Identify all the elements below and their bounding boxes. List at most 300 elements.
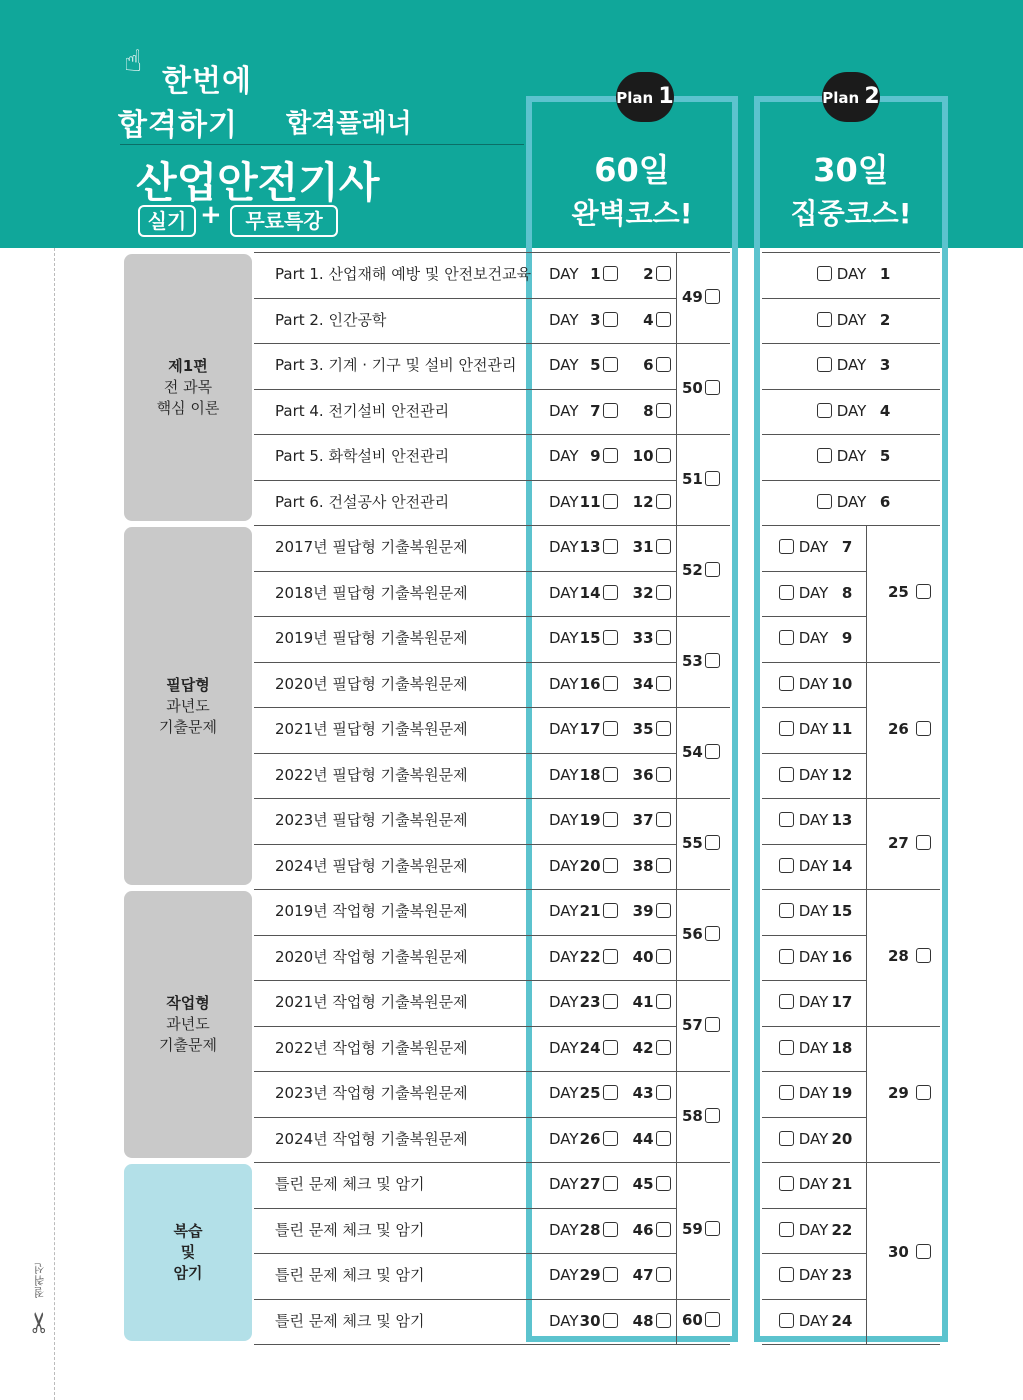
group-divider (676, 343, 730, 344)
day-label: DAY (549, 720, 579, 738)
plan1-review-day (682, 561, 720, 579)
day-number: 25 (579, 1084, 601, 1102)
day-label: DAY (794, 1311, 829, 1330)
day-number: 14 (831, 856, 853, 875)
checkbox[interactable] (656, 448, 671, 463)
checkbox[interactable] (603, 1267, 618, 1282)
checkbox[interactable] (779, 585, 794, 600)
group-divider (866, 1026, 940, 1027)
day-number: 4 (879, 401, 891, 420)
checkbox[interactable] (656, 1267, 671, 1282)
review-day-number: 26 (888, 719, 915, 738)
checkbox[interactable] (705, 926, 720, 941)
checkbox[interactable] (656, 539, 671, 554)
group-divider (676, 1162, 730, 1163)
checkbox[interactable] (603, 767, 618, 782)
day-number: 7 (590, 401, 601, 420)
plan1-day-cell (549, 298, 671, 343)
topic-label: 2018년 필답형 기출복원문제 (275, 583, 468, 602)
plan2-day-cell (777, 889, 852, 934)
checkbox[interactable] (656, 812, 671, 827)
checkbox[interactable] (705, 380, 720, 395)
day-number: 5 (590, 356, 601, 374)
day-number: 5 (879, 447, 891, 465)
checkbox[interactable] (603, 630, 618, 645)
day-number: 35 (632, 720, 654, 738)
day-number: 23 (831, 1266, 853, 1284)
checkbox[interactable] (656, 1176, 671, 1191)
checkbox[interactable] (656, 494, 671, 509)
checkbox[interactable] (656, 1131, 671, 1146)
group-divider (676, 1299, 730, 1300)
day-label: DAY (832, 492, 867, 511)
checkbox[interactable] (603, 494, 618, 509)
checkbox[interactable] (779, 539, 794, 554)
checkbox[interactable] (779, 812, 794, 827)
checkbox[interactable] (656, 266, 671, 281)
day-label: DAY (832, 447, 867, 465)
plan1-day-cell (549, 389, 671, 434)
checkbox[interactable] (603, 357, 618, 372)
day-label: DAY (794, 629, 829, 647)
checkbox[interactable] (916, 1244, 931, 1259)
day-number: 3 (590, 310, 601, 329)
plan1-review-day (682, 743, 720, 761)
plan2-days: 30일 (813, 151, 889, 189)
day-label: DAY (794, 993, 829, 1011)
checkbox[interactable] (656, 858, 671, 873)
plan1-review-day (682, 379, 720, 397)
checkbox[interactable] (603, 1131, 618, 1146)
checkbox[interactable] (603, 1176, 618, 1191)
review-day-number: 58 (682, 1106, 703, 1125)
day-label: DAY (794, 1129, 829, 1148)
day-number: 13 (579, 538, 601, 556)
day-number: 43 (632, 1084, 654, 1102)
day-number: 12 (831, 765, 853, 784)
plan2-review-day (888, 947, 931, 965)
brand-subtitle: 합격플래너 (286, 109, 412, 139)
review-day-number: 50 (682, 378, 703, 397)
plan1-review-day (682, 1220, 720, 1238)
plan1-review-day (682, 1016, 720, 1034)
plan2-day-cell (815, 434, 890, 479)
checkbox[interactable] (916, 584, 931, 599)
checkbox[interactable] (656, 949, 671, 964)
checkbox[interactable] (705, 1017, 720, 1032)
checkbox[interactable] (705, 1108, 720, 1123)
checkbox[interactable] (817, 403, 832, 418)
day-label: DAY (794, 674, 829, 693)
plan2-day-cell (777, 1071, 852, 1116)
plan2-day-cell (815, 480, 890, 525)
plan2-day-cell (777, 707, 852, 752)
day-number: 9 (841, 629, 853, 647)
day-number: 19 (831, 1084, 853, 1102)
checkbox[interactable] (656, 357, 671, 372)
day-number: 34 (632, 674, 654, 693)
page-title: 산업안전기사 (136, 158, 380, 207)
plan2-day-cell (777, 935, 852, 980)
plan2-review-day (888, 834, 931, 852)
checkbox[interactable] (779, 1222, 794, 1237)
day-label: DAY (549, 1266, 579, 1284)
day-number: 24 (831, 1311, 853, 1330)
checkbox[interactable] (779, 1176, 794, 1191)
day-number: 21 (579, 902, 601, 920)
plan2-day-cell (815, 298, 890, 343)
group-divider (866, 798, 940, 799)
day-label: DAY (794, 538, 829, 556)
day-number: 22 (831, 1220, 853, 1239)
group-divider (866, 1344, 940, 1345)
brand-line2: 합격하기 (118, 108, 238, 143)
checkbox[interactable] (603, 448, 618, 463)
checkbox[interactable] (603, 858, 618, 873)
day-number: 33 (632, 629, 654, 647)
day-number: 30 (579, 1311, 601, 1330)
day-number: 2 (643, 265, 654, 283)
plan1-review-day (682, 1311, 720, 1329)
topic-label: 2024년 작업형 기출복원문제 (275, 1129, 468, 1148)
day-label: DAY (549, 538, 579, 556)
topic-label: 2023년 필답형 기출복원문제 (275, 811, 468, 829)
checkbox[interactable] (705, 471, 720, 486)
day-label: DAY (549, 492, 579, 511)
day-number: 8 (841, 583, 853, 602)
topic-label: 틀린 문제 체크 및 암기 (275, 1175, 425, 1193)
checkbox[interactable] (916, 948, 931, 963)
group-divider (866, 889, 940, 890)
day-label: DAY (549, 1129, 579, 1148)
day-number: 18 (831, 1038, 853, 1057)
plan2-day-cell (777, 844, 852, 889)
checkbox[interactable] (656, 903, 671, 918)
checkbox[interactable] (603, 1313, 618, 1328)
topic-label: Part 6. 건설공사 안전관리 (275, 492, 450, 511)
day-number: 47 (632, 1266, 654, 1284)
day-number: 7 (841, 538, 853, 556)
checkbox[interactable] (656, 585, 671, 600)
day-label: DAY (794, 947, 829, 966)
checkbox[interactable] (603, 585, 618, 600)
review-day-number: 29 (888, 1083, 915, 1102)
checkbox[interactable] (656, 312, 671, 327)
day-number: 10 (632, 447, 654, 465)
plan1-day-cell (549, 571, 671, 616)
checkbox[interactable] (656, 994, 671, 1009)
group-divider (866, 662, 940, 663)
day-number: 42 (632, 1038, 654, 1057)
day-number: 40 (632, 947, 654, 966)
checkbox[interactable] (916, 1085, 931, 1100)
plan1-days: 60일 (594, 151, 670, 189)
day-number: 46 (632, 1220, 654, 1239)
plan2-course: 집중코스! (790, 197, 912, 230)
day-number: 11 (831, 720, 853, 738)
topic-label: 2022년 작업형 기출복원문제 (275, 1038, 468, 1057)
checkbox[interactable] (603, 994, 618, 1009)
checkbox[interactable] (817, 448, 832, 463)
day-label: DAY (794, 583, 829, 602)
plan1-day-cell (549, 434, 671, 479)
topic-label: 2017년 필답형 기출복원문제 (275, 538, 468, 556)
checkbox[interactable] (603, 312, 618, 327)
plan1-day-cell (549, 1071, 671, 1116)
plan2-day-cell (777, 798, 852, 843)
checkbox[interactable] (656, 721, 671, 736)
day-label: DAY (549, 1175, 579, 1193)
day-label: DAY (794, 811, 829, 829)
plan2-badge: Plan 2 (822, 72, 880, 122)
plan2-day-cell (777, 525, 852, 570)
tag-practical: 실기 (138, 205, 196, 237)
review-day-number: 53 (682, 651, 703, 670)
checkbox[interactable] (817, 494, 832, 509)
checkbox[interactable] (603, 1040, 618, 1055)
checkbox[interactable] (817, 266, 832, 281)
day-label: DAY (549, 629, 579, 647)
topic-label: 2023년 작업형 기출복원문제 (275, 1084, 468, 1102)
day-label: DAY (794, 902, 829, 920)
plan2-day-cell (777, 1117, 852, 1162)
day-number: 19 (579, 811, 601, 829)
day-label: DAY (794, 1266, 829, 1284)
checkbox[interactable] (779, 994, 794, 1009)
day-label: DAY (549, 1311, 579, 1330)
checkbox[interactable] (603, 403, 618, 418)
day-number: 22 (579, 947, 601, 966)
cut-label: 절취선 (33, 1262, 46, 1298)
review-day-number: 57 (682, 1015, 703, 1034)
topic-label: Part 3. 기계 · 기구 및 설비 안전관리 (275, 356, 517, 374)
plan1-day-cell (549, 525, 671, 570)
day-label: DAY (794, 1175, 829, 1193)
checkbox[interactable] (779, 949, 794, 964)
topic-label: 틀린 문제 체크 및 암기 (275, 1311, 425, 1330)
topic-label: 2024년 필답형 기출복원문제 (275, 856, 468, 875)
checkbox[interactable] (603, 539, 618, 554)
day-number: 3 (879, 356, 891, 374)
plan2-day-cell (777, 1162, 852, 1207)
day-label: DAY (832, 401, 867, 420)
day-number: 10 (831, 674, 853, 693)
checkbox[interactable] (656, 1222, 671, 1237)
day-label: DAY (549, 765, 579, 784)
group-divider (866, 525, 940, 526)
checkbox[interactable] (705, 289, 720, 304)
day-number: 4 (643, 310, 654, 329)
plan2-day-cell (815, 389, 890, 434)
tag-free-lecture: 무료특강 (230, 205, 338, 237)
topic-label: 2021년 작업형 기출복원문제 (275, 993, 468, 1011)
topic-label: 2021년 필답형 기출복원문제 (275, 720, 468, 738)
checkbox[interactable] (779, 676, 794, 691)
checkbox[interactable] (916, 835, 931, 850)
day-number: 18 (579, 765, 601, 784)
day-label: DAY (549, 583, 579, 602)
review-day-number: 28 (888, 947, 915, 966)
checkbox[interactable] (817, 357, 832, 372)
checkbox[interactable] (656, 1085, 671, 1100)
day-label: DAY (549, 811, 579, 829)
day-number: 1 (879, 265, 891, 283)
day-label: DAY (549, 1084, 579, 1102)
checkbox[interactable] (603, 903, 618, 918)
plan1-day-cell (549, 1208, 671, 1253)
day-number: 6 (879, 492, 891, 511)
plan1-day-cell (549, 1026, 671, 1071)
day-number: 16 (831, 947, 853, 966)
checkbox[interactable] (603, 1085, 618, 1100)
plan2-review-day (888, 583, 931, 601)
plan2-day-cell (777, 753, 852, 798)
day-label: DAY (549, 1220, 579, 1239)
checkbox[interactable] (779, 903, 794, 918)
day-number: 31 (632, 538, 654, 556)
plan1-day-cell (549, 980, 671, 1025)
checkbox[interactable] (779, 721, 794, 736)
group-divider (676, 525, 730, 526)
day-number: 8 (643, 401, 654, 420)
plan1-day-cell (549, 343, 671, 388)
plan1-day-cell (549, 616, 671, 661)
day-label: DAY (832, 356, 867, 374)
plan2-day-cell (777, 1299, 852, 1344)
review-day-number: 60 (682, 1311, 703, 1330)
plan1-review-day (682, 834, 720, 852)
review-day-number: 59 (682, 1220, 703, 1239)
review-day-number: 25 (888, 583, 915, 602)
plan1-day-cell (549, 798, 671, 843)
day-number: 37 (632, 811, 654, 829)
group-divider (676, 980, 730, 981)
day-label: DAY (549, 356, 579, 374)
day-label: DAY (832, 310, 867, 329)
group-divider (676, 889, 730, 890)
topic-label: 2020년 필답형 기출복원문제 (275, 674, 468, 693)
plan2-day-cell (777, 1208, 852, 1253)
checkbox[interactable] (779, 1131, 794, 1146)
day-label: DAY (794, 856, 829, 875)
day-label: DAY (794, 1084, 829, 1102)
plan1-course: 완벽코스! (571, 197, 693, 230)
checkbox[interactable] (705, 1312, 720, 1327)
section-practical-exam: 작업형 과년도 기출문제 (124, 891, 252, 1158)
checkbox[interactable] (656, 1040, 671, 1055)
day-label: DAY (794, 720, 829, 738)
section-theory: 제1편 전 과목 핵심 이론 (124, 254, 252, 521)
checkbox[interactable] (779, 1313, 794, 1328)
plan1-day-cell (549, 753, 671, 798)
day-number: 16 (579, 674, 601, 693)
checkbox[interactable] (705, 835, 720, 850)
day-number: 23 (579, 993, 601, 1011)
checkbox[interactable] (779, 767, 794, 782)
checkbox[interactable] (603, 949, 618, 964)
topic-label: Part 5. 화학설비 안전관리 (275, 447, 450, 465)
checkbox[interactable] (656, 630, 671, 645)
day-number: 21 (831, 1175, 853, 1193)
checkbox[interactable] (817, 312, 832, 327)
plan1-review-day (682, 1107, 720, 1125)
checkbox[interactable] (779, 1267, 794, 1282)
day-number: 15 (831, 902, 853, 920)
checkbox[interactable] (779, 1085, 794, 1100)
brand-line1: 한번에 (162, 64, 252, 99)
checkbox[interactable] (705, 562, 720, 577)
day-number: 17 (579, 720, 601, 738)
day-number: 38 (632, 856, 654, 875)
group-divider (676, 1071, 730, 1072)
checkbox[interactable] (916, 721, 931, 736)
day-number: 20 (579, 856, 601, 875)
plan2-day-cell (815, 252, 890, 297)
group-divider (676, 434, 730, 435)
checkbox[interactable] (705, 744, 720, 759)
checkbox[interactable] (603, 676, 618, 691)
day-number: 29 (579, 1266, 601, 1284)
day-label: DAY (549, 856, 579, 875)
day-label: DAY (794, 1220, 829, 1239)
checkbox[interactable] (656, 1313, 671, 1328)
day-number: 45 (632, 1175, 654, 1193)
topic-label: 틀린 문제 체크 및 암기 (275, 1220, 425, 1239)
checkbox[interactable] (705, 653, 720, 668)
plan2-review-day (888, 1243, 931, 1261)
plan1-day-cell (549, 1253, 671, 1298)
day-number: 27 (579, 1175, 601, 1193)
day-number: 36 (632, 765, 654, 784)
checkbox[interactable] (656, 403, 671, 418)
plan2-day-cell (777, 571, 852, 616)
plan1-day-cell (549, 662, 671, 707)
checkbox[interactable] (603, 266, 618, 281)
topic-label: Part 2. 인간공학 (275, 310, 387, 329)
topic-label: Part 1. 산업재해 예방 및 안전보건교육 (275, 265, 532, 283)
section-review: 복습 및 암기 (124, 1164, 252, 1341)
plus-sign: + (200, 200, 222, 230)
checkbox[interactable] (705, 1221, 720, 1236)
checkbox[interactable] (656, 767, 671, 782)
plan1-review-day (682, 470, 720, 488)
plan1-day-cell (549, 707, 671, 752)
group-divider (676, 1344, 730, 1345)
plan1-day-cell (549, 1117, 671, 1162)
day-label: DAY (549, 401, 579, 420)
checkbox[interactable] (779, 630, 794, 645)
plan2-day-cell (777, 616, 852, 661)
checkbox[interactable] (603, 1222, 618, 1237)
day-number: 24 (579, 1038, 601, 1057)
checkbox[interactable] (779, 858, 794, 873)
day-number: 39 (632, 902, 654, 920)
group-divider (676, 798, 730, 799)
header-divider (120, 144, 524, 145)
checkbox[interactable] (603, 721, 618, 736)
plan1-day-cell (549, 844, 671, 889)
day-number: 15 (579, 629, 601, 647)
day-label: DAY (549, 310, 579, 329)
day-label: DAY (549, 1038, 579, 1057)
plan2-day-cell (777, 980, 852, 1025)
day-number: 26 (579, 1129, 601, 1148)
review-day-number: 27 (888, 833, 915, 852)
checkbox[interactable] (656, 676, 671, 691)
checkbox[interactable] (779, 1040, 794, 1055)
checkbox[interactable] (603, 812, 618, 827)
day-number: 9 (590, 447, 601, 465)
